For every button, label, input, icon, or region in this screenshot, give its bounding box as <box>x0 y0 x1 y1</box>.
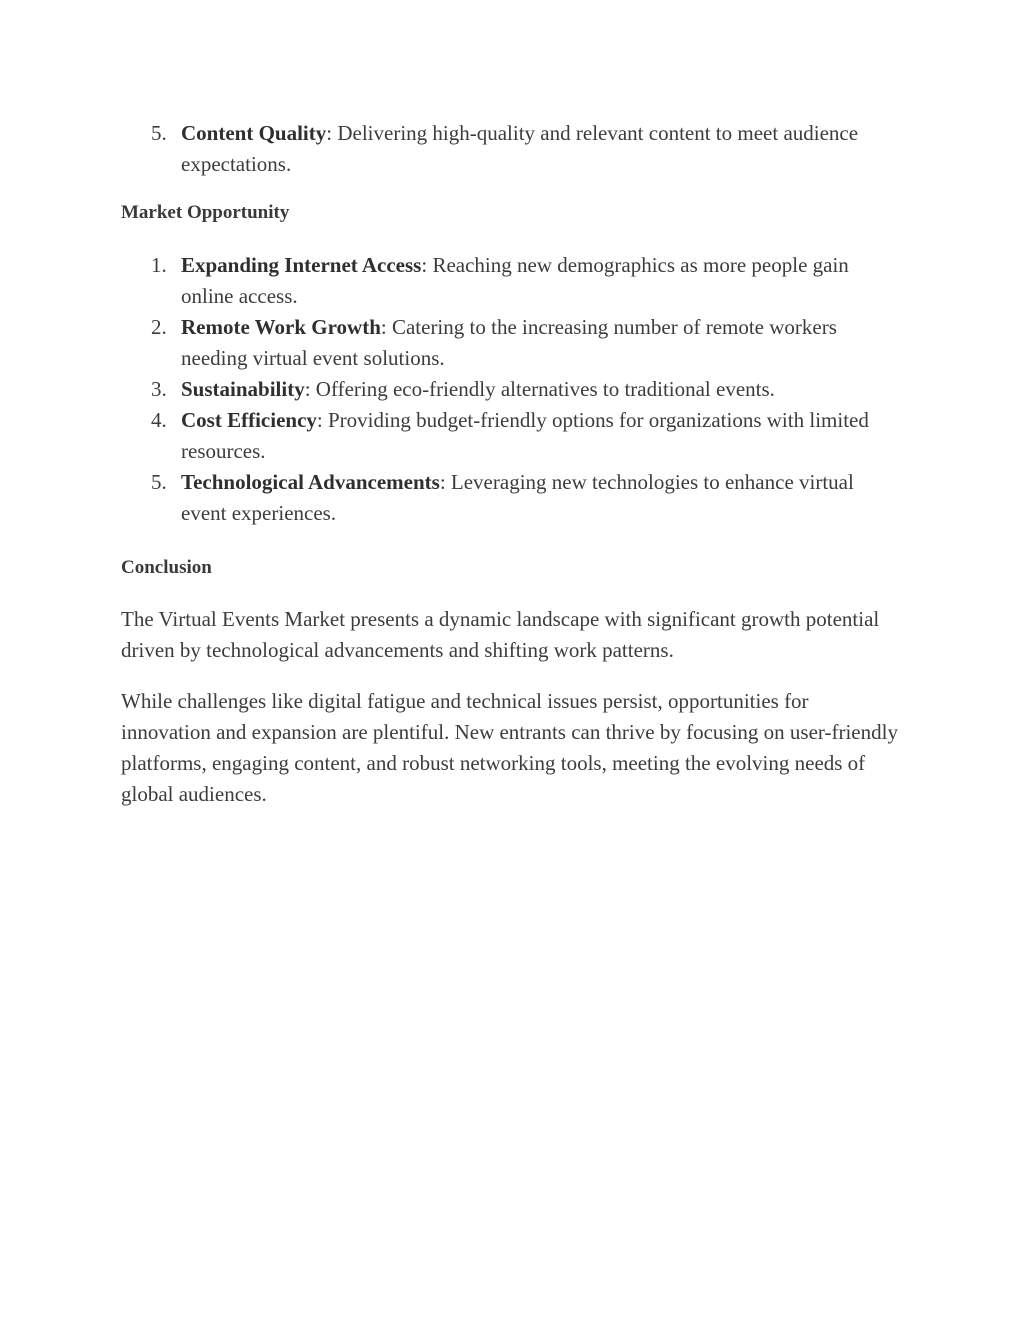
list-text: : Leveraging new technologies to enhance virtual event experiences. <box>181 470 854 525</box>
list-text: : Offering eco-friendly alternatives to traditional events. <box>304 377 775 401</box>
list-number: 5. <box>151 121 167 145</box>
list-text: : Reaching new demographics as more people gain online access. <box>181 253 849 308</box>
list-item <box>121 467 901 529</box>
list-term: Technological Advancements <box>181 470 440 494</box>
list-item <box>121 312 901 374</box>
conclusion-paragraph: The Virtual Events Market presents a dynamic landscape with significant growth potential driven by technological advancements and shifting work patterns. <box>121 607 880 662</box>
list-term: Remote Work Growth <box>181 315 381 339</box>
list-item <box>121 250 901 312</box>
conclusion-paragraph: While challenges like digital fatigue and technical issues persist, opportunities for innovation and expansion are plentiful. New entrants can thrive by focusing on user-friendly platforms, engaging content, and robust networking tools, meeting the evolving needs of global audiences. <box>121 689 898 806</box>
conclusion-heading: Conclusion <box>121 557 212 578</box>
list-text: : Providing budget-friendly options for organizations with limited resources. <box>181 408 869 463</box>
list-number: 4. <box>151 408 167 432</box>
challenges-list-continued <box>121 118 901 180</box>
list-text: : Delivering high-quality and relevant content to meet audience expectations. <box>181 121 859 176</box>
market-opportunity-heading: Market Opportunity <box>121 202 290 223</box>
list-number: 1. <box>151 253 167 277</box>
list-term: Cost Efficiency <box>181 408 317 432</box>
list-number: 2. <box>151 315 167 339</box>
list-term: Expanding Internet Access <box>181 253 422 277</box>
list-number: 5. <box>151 470 167 494</box>
list-item <box>121 405 901 467</box>
list-item <box>121 374 901 405</box>
list-term: Sustainability <box>181 377 305 401</box>
list-text: : Catering to the increasing number of remote workers needing virtual event solutions. <box>181 315 837 370</box>
list-term: Content Quality <box>181 121 327 145</box>
page-content <box>121 118 901 830</box>
market-opportunity-list <box>121 250 901 529</box>
list-number: 3. <box>151 377 167 401</box>
list-item <box>121 118 901 180</box>
